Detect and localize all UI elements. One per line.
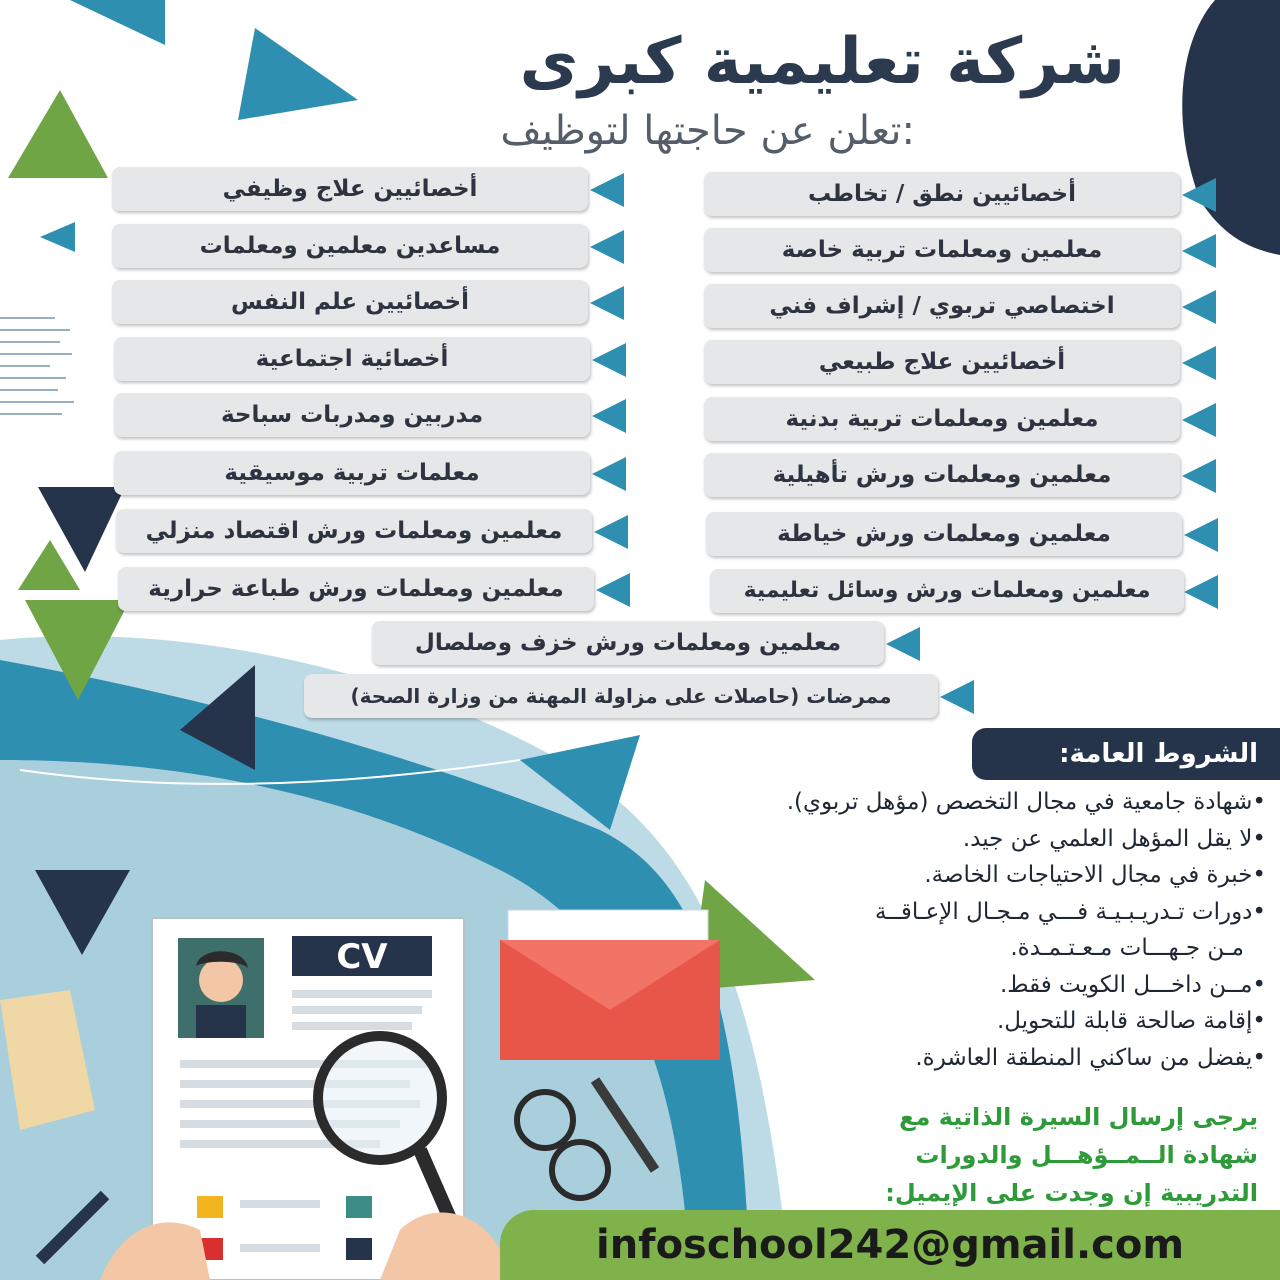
bullet-arrow-icon [590, 173, 624, 207]
bullet-arrow-icon [1182, 290, 1216, 324]
bullet-arrow-icon [940, 680, 974, 714]
job-item: معلمين ومعلمات ورش تأهيلية [704, 453, 1180, 497]
bullet-arrow-icon [1182, 346, 1216, 380]
bullet-arrow-icon [592, 457, 626, 491]
page-subtitle: تعلن عن حاجتها لتوظيف: [500, 108, 915, 154]
conditions-list [646, 784, 1266, 1076]
bullet-arrow-icon [1182, 178, 1216, 212]
condition-item: •شهادة جامعية في مجال التخصص (مؤهل تربوي). [786, 789, 1266, 815]
job-item: معلمين ومعلمات ورش خياطة [706, 512, 1182, 556]
job-item: مدربين ومدربات سباحة [114, 393, 590, 437]
triangle-decoration [70, 0, 165, 45]
job-item: معلمين ومعلمات تربية بدنية [704, 397, 1180, 441]
condition-item: •يفضل من ساكني المنطقة العاشرة. [915, 1044, 1266, 1071]
job-item: معلمين ومعلمات تربية خاصة [704, 228, 1180, 272]
job-item: أخصائية اجتماعية [114, 337, 590, 381]
email-address[interactable]: infoschool242@gmail.com [500, 1210, 1280, 1280]
condition-item: •إقامة صالحة قابلة للتحويل. [996, 1008, 1266, 1034]
conditions-heading: الشروط العامة: [972, 728, 1280, 780]
note-line: التدريبية إن وجدت على الإيميل: [885, 1179, 1258, 1207]
job-item: أخصائيين علاج طبيعي [704, 340, 1180, 384]
job-item: معلمين ومعلمات ورش وسائل تعليمية [710, 569, 1184, 613]
job-item: مساعدين معلمين ومعلمات [112, 224, 588, 268]
job-item: معلمين ومعلمات ورش اقتصاد منزلي [116, 509, 592, 553]
job-item: معلمين ومعلمات ورش طباعة حرارية [118, 567, 594, 611]
job-item: اختصاصي تربوي / إشراف فني [704, 284, 1180, 328]
job-item: معلمين ومعلمات ورش خزف وصلصال [372, 621, 884, 665]
bullet-arrow-icon [592, 343, 626, 377]
bullet-arrow-icon [590, 286, 624, 320]
condition-item: •دورات تـدريـبـيـة فـــي مـجـال الإعـاقــة [875, 898, 1266, 925]
bullet-arrow-icon [592, 399, 626, 433]
job-item: أخصائيين علاج وظيفي [112, 167, 588, 211]
condition-item: •لا يقل المؤهل العلمي عن جيد. [962, 825, 1266, 852]
job-item: أخصائيين علم النفس [112, 280, 588, 324]
bullet-arrow-icon [1184, 518, 1218, 552]
bullet-arrow-icon [594, 515, 628, 549]
bullet-arrow-icon [1182, 459, 1216, 493]
condition-item: •خبرة في مجال الاحتياجات الخاصة. [924, 862, 1266, 888]
bullet-arrow-icon [596, 573, 630, 607]
bullet-arrow-icon [1184, 575, 1218, 609]
page-title: شركة تعليمية كبرى [519, 25, 1125, 99]
bullet-arrow-icon [1182, 403, 1216, 437]
job-item: أخصائيين نطق / تخاطب [704, 172, 1180, 216]
application-note [818, 1098, 1258, 1212]
job-item: ممرضات (حاصلات على مزاولة المهنة من وزارة الصحة) [304, 674, 938, 718]
note-line: شهادة الــمــؤهـــل والدورات [915, 1141, 1258, 1169]
condition-item: •مــن داخـــل الكويت فقط. [999, 971, 1266, 998]
condition-item: مـن جـهـــات مـعـتـمـدة. [1010, 935, 1244, 961]
cv-label: CV [336, 937, 388, 977]
bullet-arrow-icon [1182, 234, 1216, 268]
note-line: يرجى إرسال السيرة الذاتية مع [899, 1103, 1258, 1131]
job-item: معلمات تربية موسيقية [114, 451, 590, 495]
bullet-arrow-icon [886, 627, 920, 661]
bullet-arrow-icon [590, 230, 624, 264]
